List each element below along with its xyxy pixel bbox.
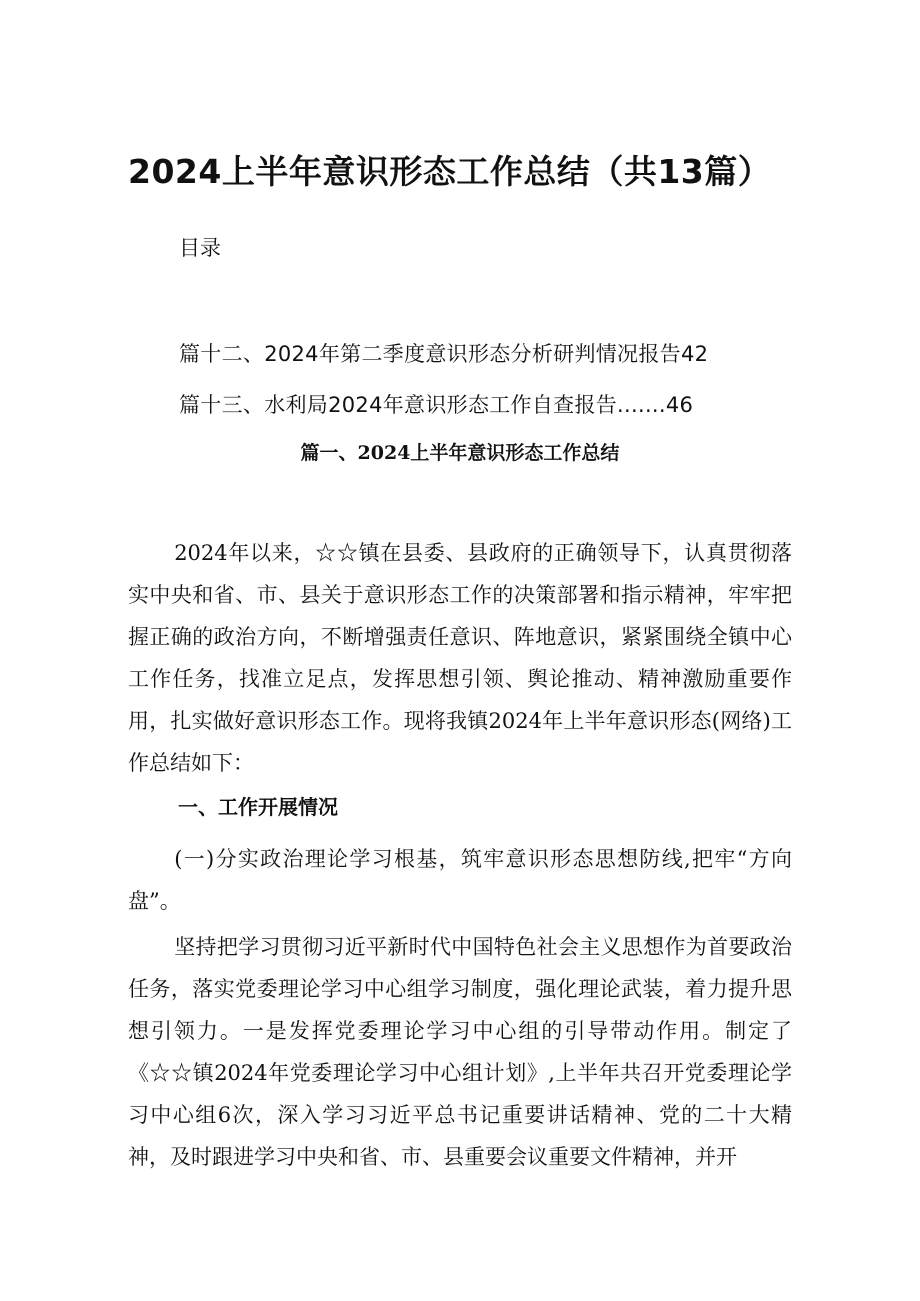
intro-paragraph: 2024年以来，☆☆镇在县委、县政府的正确领导下，认真贯彻落实中央和省、市、县关于意识形态工作的决策部署和指示精神，牢牢把握正确的政治方向，不断增强责任意识、阵地意识，紧紧围绕全镇中心工作任务，找准立足点，发挥思想引领、舆论推动、精神激励重要作用，扎实做好意识形态工作。现将我镇2024年上半年意识形态(网络)工作总结如下： <box>128 541 792 775</box>
toc-heading: 目录 <box>179 236 221 260</box>
toc-entry[interactable]: 篇十二、2024年第二季度意识形态分析研判情况报告42 <box>179 342 709 366</box>
toc-entry[interactable]: 篇十三、水利局2024年意识形态工作自查报告.......46 <box>179 393 694 417</box>
subheading-paragraph: (一)分实政治理论学习根基，筑牢意识形态思想防线,把牢“方向盘”。 <box>128 847 792 913</box>
section-heading: 一、工作开展情况 <box>178 795 338 819</box>
document-title: 2024上半年意识形态工作总结（共13篇） <box>128 152 772 191</box>
section-title: 篇一、2024上半年意识形态工作总结 <box>300 442 620 464</box>
body-paragraph: 坚持把学习贯彻习近平新时代中国特色社会主义思想作为首要政治任务，落实党委理论学习中心组学习制度，强化理论武装，着力提升思想引领力。一是发挥党委理论学习中心组的引导带动作用。制定了《☆☆镇2024年党委理论学习中心组计划》,上半年共召开党委理论学习中心组6次，深入学习习近平总书记重要讲话精神、党的二十大精神，及时跟进学习中央和省、市、县重要会议重要文件精神，并开 <box>128 935 792 1169</box>
